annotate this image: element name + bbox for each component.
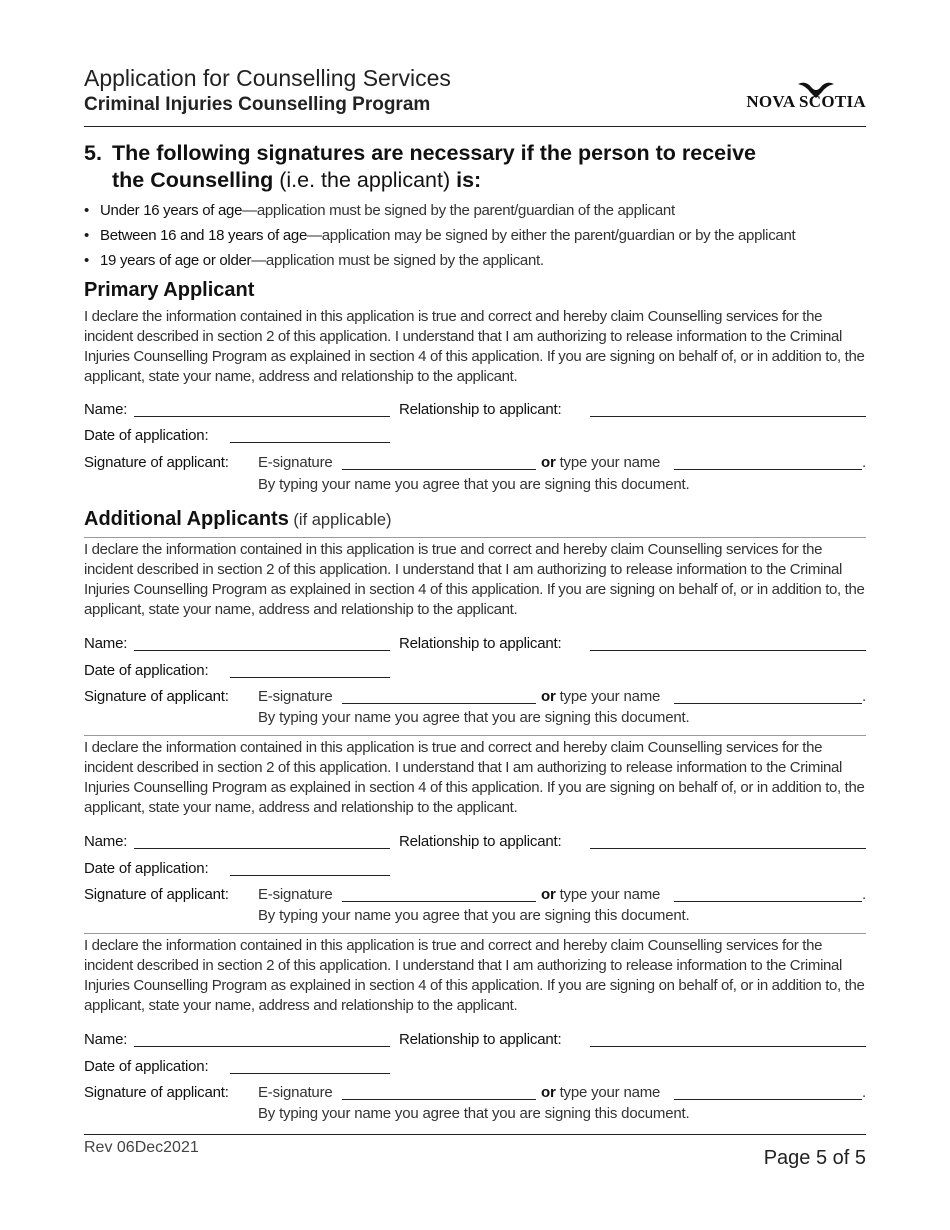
additional-applicants-heading: Additional Applicants (if applicable)	[84, 508, 392, 530]
additional-applicant-block	[84, 537, 866, 727]
relationship-field[interactable]	[590, 1046, 866, 1047]
relationship-field[interactable]	[590, 848, 866, 849]
section-heading-line2: the Counselling	[112, 168, 274, 192]
nova-scotia-logo	[736, 78, 866, 118]
date-field[interactable]	[230, 875, 390, 876]
name-field[interactable]	[134, 416, 390, 417]
block-divider	[84, 537, 866, 538]
esignature-field[interactable]	[342, 1099, 536, 1100]
name-field[interactable]	[134, 650, 390, 651]
section-heading	[84, 140, 866, 194]
relationship-label: Relationship to applicant:	[399, 635, 562, 652]
block-divider	[84, 933, 866, 934]
section-number: 5.	[84, 141, 102, 165]
list-item: • Between 16 and 18 years of age—application may be signed by either the parent/guardian or by the applicant	[84, 223, 874, 248]
declaration-text: I declare the information contained in this application is true and correct and hereby claim Counselling services for the incident described in section 2 of this application. I understand that I am authorizing to release information to the Criminal Injuries Counselling Program as explained in section 4 of this application. If you are signing on behalf of, or in addition to, the applicant, state your name, address and relationship to the applicant.	[84, 541, 865, 618]
form-title: Application for Counselling Services	[84, 65, 451, 91]
declaration-text: I declare the information contained in this application is true and correct and hereby claim Counselling services for the incident described in section 2 of this application. I understand that I am authorizing to release information to the Criminal Injuries Counselling Program as explained in section 4 of this application. If you are signing on behalf of, or in addition to, the applicant, state your name, address and relationship to the applicant.	[84, 739, 865, 816]
name-label: Name:	[84, 1031, 128, 1048]
or-label: or	[541, 886, 556, 903]
type-name-label: type your name	[559, 454, 661, 471]
footer-divider	[84, 1134, 866, 1135]
date-label: Date of application:	[84, 860, 209, 877]
period: .	[862, 454, 866, 471]
date-label: Date of application:	[84, 662, 209, 679]
block-divider	[84, 735, 866, 736]
esignature-field[interactable]	[342, 901, 536, 902]
additional-applicant-block	[84, 735, 866, 925]
revision-date: Rev 06Dec2021	[84, 1139, 199, 1156]
if-applicable-note: (if applicable)	[288, 511, 392, 529]
or-label: or	[541, 1084, 556, 1101]
signature-label: Signature of applicant:	[84, 688, 229, 705]
agreement-note: By typing your name you agree that you are signing this document.	[258, 709, 690, 726]
relationship-label: Relationship to applicant:	[399, 833, 562, 850]
relationship-label: Relationship to applicant:	[399, 401, 562, 418]
header-divider	[84, 126, 866, 127]
date-field[interactable]	[230, 1073, 390, 1074]
typed-name-field[interactable]	[674, 469, 862, 470]
name-label: Name:	[84, 401, 128, 418]
esignature-label: E-signature	[258, 1084, 333, 1101]
name-label: Name:	[84, 635, 128, 652]
relationship-field[interactable]	[590, 416, 866, 417]
signature-label: Signature of applicant:	[84, 886, 229, 903]
relationship-field[interactable]	[590, 650, 866, 651]
declaration-text: I declare the information contained in this application is true and correct and hereby claim Counselling services for the incident described in section 2 of this application. I understand that I am authorizing to release information to the Criminal Injuries Counselling Program as explained in section 4 of this application. If you are signing on behalf of, or in addition to, the applicant, state your name, address and relationship to the applicant.	[84, 308, 865, 385]
list-item: • Under 16 years of age—application must be signed by the parent/guardian of the applicant	[84, 198, 874, 223]
date-label: Date of application:	[84, 427, 209, 444]
page-number: Page 5 of 5	[763, 1147, 866, 1169]
signature-label: Signature of applicant:	[84, 1084, 229, 1101]
period: .	[862, 886, 866, 903]
agreement-note: By typing your name you agree that you are signing this document.	[258, 476, 690, 493]
typed-name-field[interactable]	[674, 901, 862, 902]
typed-name-field[interactable]	[674, 1099, 862, 1100]
primary-applicant-heading: Primary Applicant	[84, 279, 255, 301]
name-field[interactable]	[134, 1046, 390, 1047]
type-name-label: type your name	[559, 688, 661, 705]
esignature-field[interactable]	[342, 703, 536, 704]
agreement-note: By typing your name you agree that you are signing this document.	[258, 1105, 690, 1122]
date-label: Date of application:	[84, 1058, 209, 1075]
esignature-label: E-signature	[258, 886, 333, 903]
section-heading-note: (i.e. the applicant)	[273, 168, 457, 192]
esignature-label: E-signature	[258, 688, 333, 705]
type-name-label: type your name	[559, 1084, 661, 1101]
name-field[interactable]	[134, 848, 390, 849]
period: .	[862, 688, 866, 705]
esignature-field[interactable]	[342, 469, 536, 470]
list-item: • 19 years of age or older—application must be signed by the applicant.	[84, 248, 874, 273]
page-header	[84, 64, 866, 126]
name-label: Name:	[84, 833, 128, 850]
section-heading-end: is:	[456, 168, 482, 192]
primary-applicant-block	[84, 304, 866, 494]
period: .	[862, 1084, 866, 1101]
section-heading-line1: The following signatures are necessary if the person to receive	[112, 141, 757, 165]
logo-text: NOVA SCOTIA	[746, 92, 866, 111]
relationship-label: Relationship to applicant:	[399, 1031, 562, 1048]
signature-label: Signature of applicant:	[84, 454, 229, 471]
typed-name-field[interactable]	[674, 703, 862, 704]
date-field[interactable]	[230, 677, 390, 678]
date-field[interactable]	[230, 442, 390, 443]
signature-rules-list	[84, 198, 874, 273]
program-name: Criminal Injuries Counselling Program	[84, 94, 431, 115]
esignature-label: E-signature	[258, 454, 333, 471]
or-label: or	[541, 688, 556, 705]
type-name-label: type your name	[559, 886, 661, 903]
declaration-text: I declare the information contained in this application is true and correct and hereby claim Counselling services for the incident described in section 2 of this application. I understand that I am authorizing to release information to the Criminal Injuries Counselling Program as explained in section 4 of this application. If you are signing on behalf of, or in addition to, the applicant, state your name, address and relationship to the applicant.	[84, 937, 865, 1014]
additional-applicant-block	[84, 933, 866, 1123]
agreement-note: By typing your name you agree that you are signing this document.	[258, 907, 690, 924]
or-label: or	[541, 454, 556, 471]
